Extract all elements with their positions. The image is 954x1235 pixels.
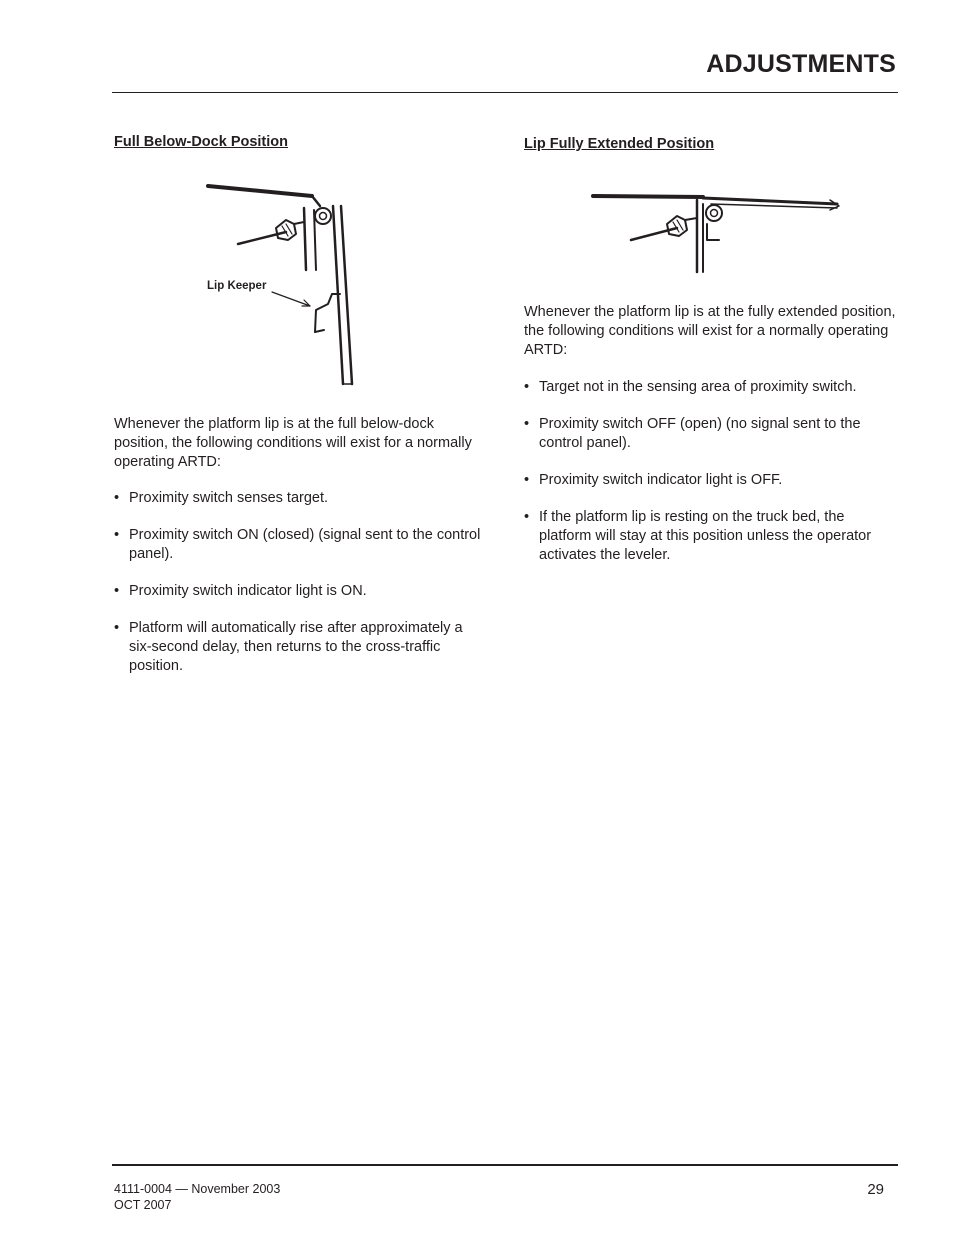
- lip-keeper-label: Lip Keeper: [207, 280, 267, 292]
- list-item: • Proximity switch senses target.: [114, 490, 329, 506]
- list-item: • Target not in the sensing area of proximity switch.: [524, 379, 857, 395]
- list-item: • Platform will automatically rise after approximately a six-second delay, then returns to the cross-traffic position.: [114, 620, 463, 674]
- left-bullet-list: [114, 489, 486, 694]
- right-intro-paragraph: Whenever the platform lip is at the fully extended position, the following conditions will exist for a normally operating ARTD:: [524, 304, 896, 358]
- list-item: • If the platform lip is resting on the truck bed, the platform will stay at this position unless the operator activates the leveler.: [524, 509, 872, 563]
- right-bullet-list: [524, 378, 896, 583]
- right-section-heading: Lip Fully Extended Position: [524, 136, 715, 152]
- list-item: • Proximity switch OFF (open) (no signal sent to the control panel).: [524, 416, 861, 451]
- page-number: 29: [867, 1181, 884, 1198]
- footer-doc-info: [114, 1181, 280, 1213]
- list-item: • Proximity switch indicator light is OFF.: [524, 472, 783, 488]
- list-item: • Proximity switch indicator light is ON.: [114, 583, 367, 599]
- left-section-heading: Full Below-Dock Position: [114, 134, 289, 150]
- footer-rule: [112, 1164, 898, 1166]
- lip-extended-diagram: [585, 188, 847, 278]
- list-item: • Proximity switch ON (closed) (signal sent to the control panel).: [114, 527, 481, 562]
- revision-date: OCT 2007: [114, 1198, 172, 1212]
- doc-number: 4111-0004 — November 2003: [114, 1182, 281, 1196]
- header-rule: [112, 92, 898, 93]
- left-intro-paragraph: Whenever the platform lip is at the full below-dock position, the following conditions will exist for a normally operating ARTD:: [114, 416, 472, 470]
- page-title: ADJUSTMENTS: [706, 50, 896, 78]
